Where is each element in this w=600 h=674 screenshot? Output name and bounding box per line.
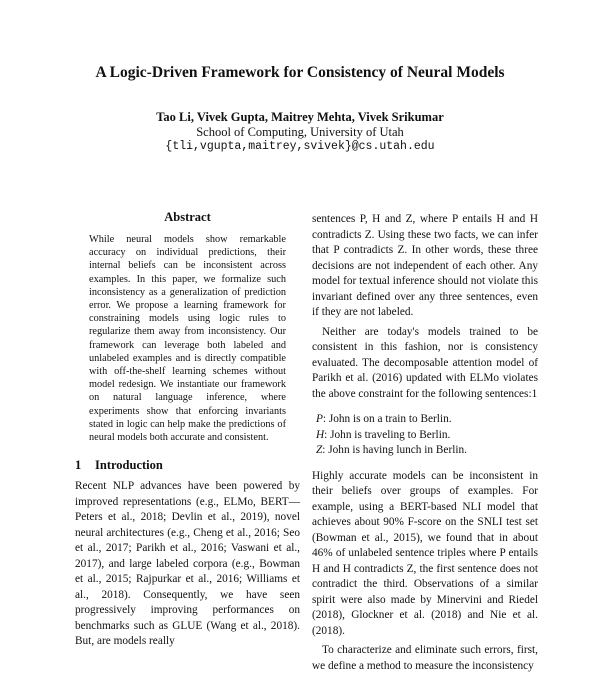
paragraph-characterize-errors: To characterize and eliminate such errors, first, we define a method to measure the inconsistency: [312, 644, 538, 672]
example-sentence-z: Z: John is having lunch in Berlin.: [316, 444, 467, 456]
author-list: Tao Li, Vivek Gupta, Maitrey Mehta, Vivek Srikumar: [156, 110, 444, 124]
example-sentence-p: P: John is on a train to Berlin.: [316, 413, 452, 425]
right-column: [312, 212, 538, 672]
intro-paragraph: Recent NLP advances have been powered by improved representations (e.g., ELMo, BERT— Peters et al., 2018; Devlin et al., 2019), novel neural architectures (e.g., Cheng et al., 2016; Seo et al., 2017; Parikh et al., 2016; Vaswani et al., 2017), and large labeled corpora (e.g., Bowman et al., 2015; Rajpurkar et al., 2016; Williams et al., 2018). Consequently, we have seen progressively improving performances on benchmarks such as GLUE (Wang et al., 2018). But, are models really: [75, 480, 300, 648]
paragraph-triple-sentences: sentences P, H and Z, where P entails H and H contradicts Z. Using these two facts, we can infer that P contradicts Z. In other words, these three decisions are not independent of each other. Any model for textual inference should not violate this invariant defined over any three sentences, even if they are not labeled.: [312, 213, 538, 318]
left-column: [75, 210, 300, 647]
abstract-heading: Abstract: [164, 210, 211, 224]
section-heading-introduction: [75, 458, 300, 473]
abstract-text: While neural models show remarkable accuracy on individual predictions, their internal beliefs can be inconsistent across examples. In this paper, we formalize such inconsistency as a generalization of prediction error. We propose a learning framework for constraining models using logic rules to regularize them away from inconsistency. Our framework can leverage both labeled and unlabeled examples and is directly compatible with off-the-shelf learning schemes without model redesign. We instantiate our framework on natural language inference, where experiments show that enforcing invariants stated in logic can help make the predictions of neural models both accurate and consistent.: [89, 234, 286, 444]
paragraph-consistency-evaluation: Neither are today's models trained to be consistent in this fashion, nor is consistency evaluated. The decomposable attention model of Parikh et al. (2016) updated with ELMo violates the above constraint for the following sentences:1: [312, 325, 538, 400]
affiliation: School of Computing, University of Utah: [196, 125, 404, 139]
example-sentence-h: H: John is traveling to Berlin.: [316, 428, 451, 441]
author-emails: {tli,vgupta,maitrey,svivek}@cs.utah.edu: [165, 140, 435, 153]
paper-title: A Logic-Driven Framework for Consistency of Neural Models: [95, 64, 505, 81]
right-column-clip: [312, 212, 538, 672]
example-sentence-list: [312, 412, 538, 459]
section-number: 1: [75, 458, 82, 473]
section-title: Introduction: [95, 458, 163, 473]
paragraph-inconsistent-models: Highly accurate models can be inconsistent in their beliefs over groups of examples. For example, using a BERT-based NLI model that achieves about 90% F-score on the SNLI test set (Bowman et al., 2015), we found that in about 46% of unlabeled sentence triples where P entails H and H contradicts Z, the first sentence does not contradict the third. Observations of a similar spirit were also made by Minervini and Riedel (2018), Glockner et al. (2018) and Nie et al. (2018).: [312, 469, 538, 637]
intro-body-clip: [75, 479, 300, 647]
